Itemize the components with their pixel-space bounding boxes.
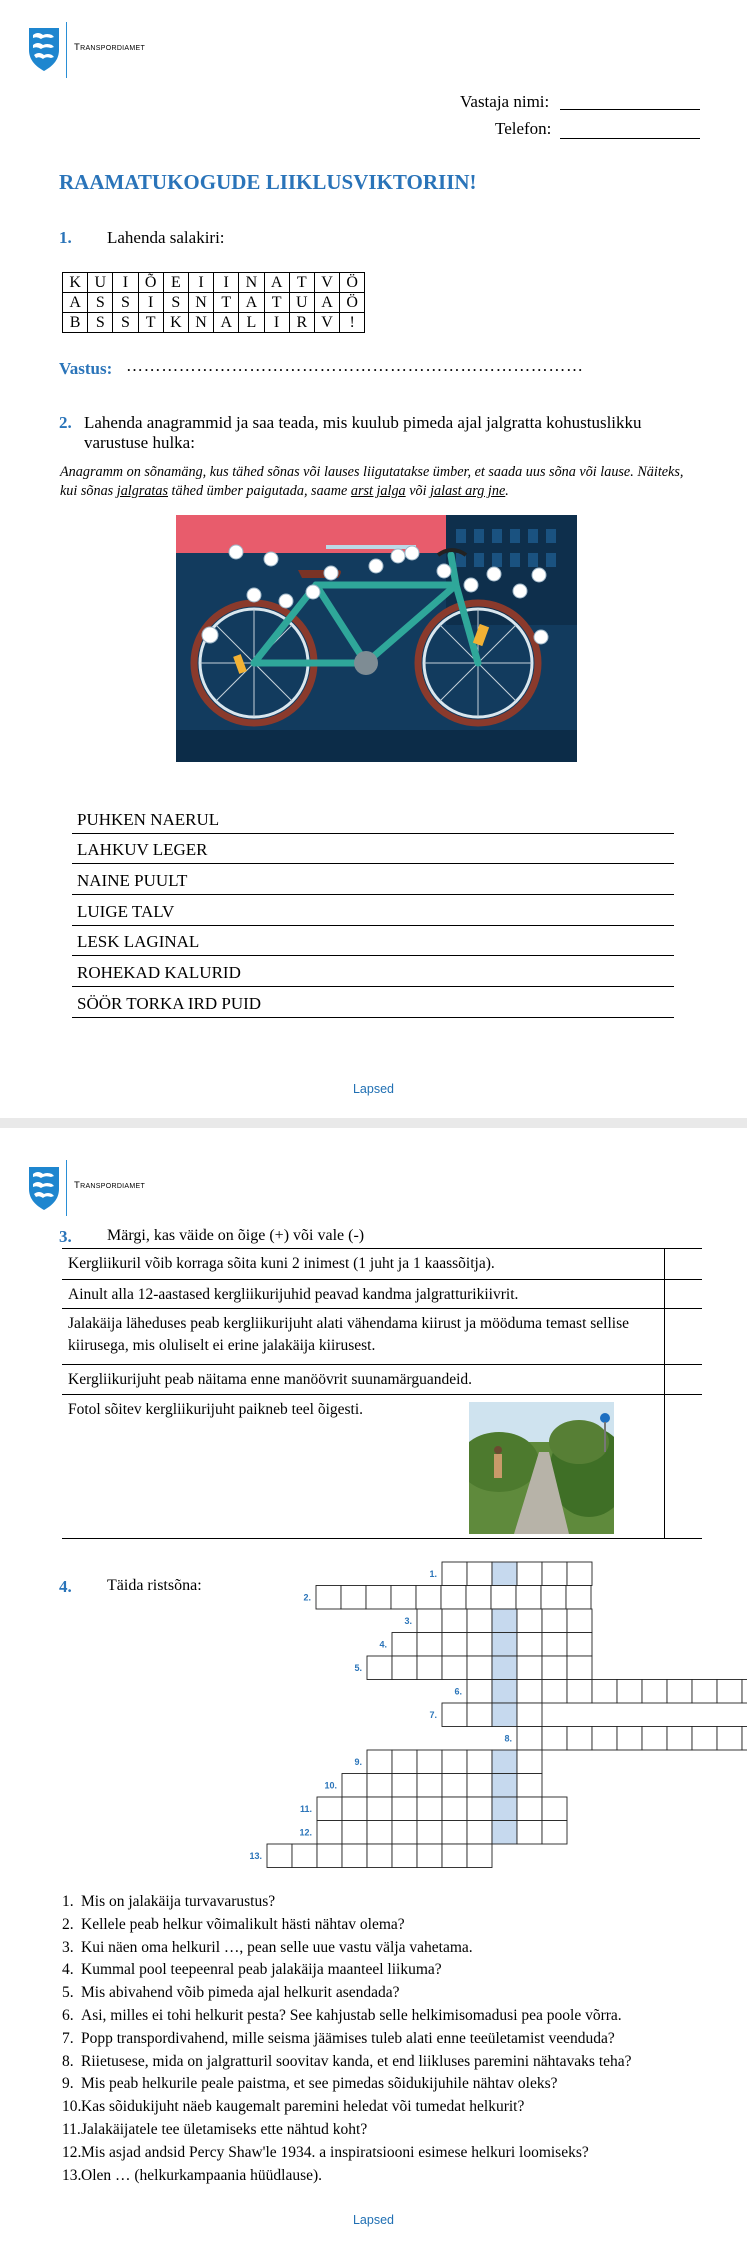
- page-title: RAAMATUKOGUDE LIIKLUSVIKTORIIN!: [59, 170, 477, 194]
- name-label: Vastaja nimi:: [460, 92, 550, 111]
- cipher-cell: E: [163, 273, 188, 293]
- crossword-row-number: 9.: [354, 1756, 362, 1767]
- cipher-row: [63, 273, 365, 293]
- crossword-clue: [62, 1893, 275, 1911]
- coat-of-arms-logo: [26, 26, 62, 72]
- clue-number: 3.: [62, 1938, 74, 1956]
- clue-number: 8.: [62, 2052, 74, 2070]
- cipher-cell: Ö: [340, 293, 365, 313]
- explain-text: tähed ümber paigutada, saame: [168, 483, 351, 499]
- crossword-row-number: 6.: [454, 1686, 462, 1697]
- cipher-row: [63, 293, 365, 313]
- cipher-cell: A: [264, 273, 289, 293]
- cipher-cell: Ö: [340, 273, 365, 293]
- crossword-clue: [62, 2121, 367, 2139]
- q2-number: 2.: [59, 413, 72, 432]
- tf-row: [62, 1248, 702, 1279]
- q4-text: Täida ristsõna:: [107, 1577, 202, 1594]
- clue-text: Popp transpordivahend, mille seisma jäämises tuleb alati enne teeületamist veenduda?: [81, 2029, 615, 2047]
- tf-answer-cell[interactable]: [664, 1365, 703, 1394]
- tf-statement: Fotol sõitev kergliikurijuht paikneb teel õigesti.: [68, 1401, 364, 1418]
- tf-row: [62, 1394, 702, 1539]
- org-name: Transpordiamet: [74, 42, 146, 53]
- clue-number: 5.: [62, 1984, 74, 2002]
- page-footer: Lapsed: [352, 2213, 394, 2227]
- clue-text: Jalakäijatele tee ületamiseks ette nähtud koht?: [81, 2121, 368, 2138]
- crossword-clue: [62, 2098, 524, 2116]
- q3-number: 3.: [59, 1227, 72, 1246]
- clue-text: Kui näen oma helkuril …, pean selle uue vastu välja vahetama.: [81, 1938, 473, 1956]
- explain-text: .: [505, 483, 509, 499]
- answer-dotted-line[interactable]: ……………………………………………………………………: [126, 356, 584, 375]
- clue-number: 9.: [62, 2075, 74, 2093]
- cipher-cell: V: [314, 273, 339, 293]
- crossword-clue: [62, 2144, 589, 2162]
- crossword-clue: [62, 2030, 615, 2048]
- org-name: Transpordiamet: [74, 1180, 146, 1191]
- tf-statement: Ainult alla 12-aastased kergliikurijuhid peavad kandma jalgratturikiivrit.: [68, 1286, 519, 1303]
- crossword-row-number: 7.: [429, 1709, 437, 1720]
- clue-text: Mis abivahend võib pimeda ajal helkurit asendada?: [81, 1984, 400, 2002]
- tf-answer-cell[interactable]: [664, 1309, 703, 1364]
- cipher-cell: T: [289, 273, 314, 293]
- tf-row: [62, 1308, 702, 1364]
- cipher-cell: I: [113, 273, 138, 293]
- crossword-row-number: 11.: [299, 1803, 312, 1814]
- tf-row: [62, 1279, 702, 1308]
- cipher-cell: B: [63, 313, 88, 333]
- clue-text: Asi, milles ei tohi helkurit pesta? See kahjustab selle helkimisomadusi pea poole võrra.: [81, 2007, 622, 2024]
- crossword-clue: [62, 1916, 405, 1934]
- example-word: jalgratas: [116, 483, 168, 499]
- cipher-cell: N: [239, 273, 264, 293]
- coat-of-arms-logo: [26, 1165, 62, 1211]
- crossword-clue: [62, 2007, 622, 2025]
- anagram-row[interactable]: ROHEKAD KALURID: [72, 957, 674, 987]
- clue-text: Mis peab helkurile peale paistma, et see pimedas sõidukijuhile nähtav oleks?: [81, 2075, 558, 2093]
- clue-number: 10.: [62, 2098, 82, 2116]
- cipher-cell: T: [214, 293, 239, 313]
- anagram-row[interactable]: PUHKEN NAERUL: [72, 804, 674, 834]
- cipher-cell: S: [163, 293, 188, 313]
- clue-text: Kellele peab helkur võimalikult hästi nähtav olema?: [81, 1915, 405, 1933]
- answer-label: Vastus:: [59, 359, 113, 378]
- cipher-cell: K: [63, 273, 88, 293]
- clue-number: 4.: [62, 1961, 74, 1979]
- logo-divider: [66, 1160, 67, 1216]
- example-word: arst jalga: [350, 483, 406, 499]
- tf-statement: Kergliikuril võib korraga sõita kuni 2 inimest (1 juht ja 1 kaassõitja).: [68, 1255, 495, 1272]
- q1-text: Lahenda salakiri:: [107, 228, 225, 247]
- cipher-cell: I: [138, 293, 163, 313]
- crossword-row-number: 12.: [299, 1827, 312, 1838]
- logo-divider: [66, 22, 67, 78]
- anagram-row[interactable]: LESK LAGINAL: [72, 926, 674, 956]
- crossword-row-number: 4.: [379, 1639, 387, 1650]
- cipher-cell: U: [88, 273, 113, 293]
- clue-text: Olen … (helkurkampaania hüüdlause).: [81, 2166, 323, 2184]
- clue-number: 12.: [62, 2143, 82, 2161]
- clue-number: 6.: [62, 2007, 74, 2024]
- tf-answer-cell[interactable]: [664, 1395, 703, 1538]
- cipher-cell: T: [264, 293, 289, 313]
- cipher-row: [63, 313, 365, 333]
- crossword-clue: [62, 1939, 473, 1957]
- q3-text: Märgi, kas väide on õige (+) või vale (-): [107, 1227, 365, 1244]
- q2-text-line2: varustuse hulka:: [84, 433, 195, 452]
- cipher-cell: V: [314, 313, 339, 333]
- cipher-cell: R: [289, 313, 314, 333]
- cipher-cell: A: [63, 293, 88, 313]
- crossword-row-number: 3.: [404, 1615, 412, 1626]
- cipher-cell: I: [188, 273, 213, 293]
- crossword-row-number: 1.: [429, 1568, 437, 1579]
- tf-answer-cell[interactable]: [664, 1249, 703, 1279]
- anagram-row[interactable]: LUIGE TALV: [72, 896, 674, 926]
- scooter-rider-photo: [469, 1402, 614, 1534]
- anagram-row[interactable]: SÖÖR TORKA IRD PUID: [72, 988, 674, 1018]
- cipher-cell: K: [163, 313, 188, 333]
- anagram-row[interactable]: LAHKUV LEGER: [72, 834, 674, 864]
- cipher-cell: S: [88, 313, 113, 333]
- crossword-clue: [62, 1984, 400, 2002]
- clue-number: 11.: [62, 2121, 81, 2138]
- name-input-line[interactable]: [560, 109, 700, 110]
- crossword-clue: [62, 2167, 322, 2185]
- anagram-explanation: [60, 463, 690, 501]
- tf-answer-cell[interactable]: [664, 1280, 703, 1308]
- crossword-clue: [62, 2075, 558, 2093]
- cipher-cell: N: [188, 313, 213, 333]
- crossword-clue: [62, 1961, 442, 1979]
- cipher-cell: T: [138, 313, 163, 333]
- cipher-cell: S: [88, 293, 113, 313]
- bicycle-illustration: [176, 515, 577, 762]
- clue-number: 2.: [62, 1915, 74, 1933]
- cipher-cell: S: [113, 293, 138, 313]
- clue-text: Kas sõidukijuht näeb kaugemalt paremini heledat või tumedat helkurit?: [81, 2098, 525, 2116]
- clue-text: Kummal pool teepeenral peab jalakäija maanteel liikuma?: [81, 1961, 442, 1979]
- q2-text-line1: Lahenda anagrammid ja saa teada, mis kuulub pimeda ajal jalgratta kohustuslikku: [84, 413, 642, 432]
- crossword-clue: [62, 2053, 632, 2071]
- tf-statement: Kergliikurijuht peab näitama enne manöövrit suunamärguandeid.: [68, 1371, 473, 1388]
- crossword-row-number: 8.: [504, 1733, 512, 1744]
- example-word: jalast arg jne: [430, 483, 506, 499]
- explain-text: Anagramm on sõnamäng, kus tähed sõnas või lauses liigutatakse ümber, et saada uus sõna või lause. Näiteks, kui sõnas: [60, 464, 684, 499]
- clue-text: Mis asjad andsid Percy Shaw'le 1934. a inspiratsiooni esimese helkuri loomiseks?: [81, 2143, 589, 2161]
- tf-row: [62, 1364, 702, 1394]
- cipher-cell: N: [188, 293, 213, 313]
- phone-input-line[interactable]: [560, 138, 700, 139]
- cipher-cell: Õ: [138, 273, 163, 293]
- tf-statement: Jalakäija läheduses peab kergliikurijuht alati vähendama kiirust ja mööduma temast sellise kiirusega, mis oluliselt ei erine jalakäija kiirusest.: [68, 1315, 629, 1354]
- crossword-row-number: 10.: [324, 1780, 337, 1791]
- crossword-row-number: 2.: [303, 1592, 311, 1603]
- anagram-row[interactable]: NAINE PUULT: [72, 865, 674, 895]
- crossword-row-number: 5.: [354, 1662, 362, 1673]
- cipher-cell: A: [314, 293, 339, 313]
- q1-number: 1.: [59, 228, 72, 247]
- q4-number: 4.: [59, 1577, 72, 1596]
- phone-label: Telefon:: [495, 119, 552, 138]
- cipher-cell: A: [214, 313, 239, 333]
- page-footer: Lapsed: [352, 1082, 394, 1096]
- clue-text: Riietusese, mida on jalgratturil soovitav kanda, et end liikluses paremini nähtavaks teha?: [81, 2052, 632, 2070]
- clue-text: Mis on jalakäija turvavarustus?: [81, 1893, 276, 1910]
- cipher-cell: S: [113, 313, 138, 333]
- cipher-cell: L: [239, 313, 264, 333]
- explain-text: või: [405, 483, 431, 499]
- cipher-grid: [62, 272, 365, 333]
- clue-number: 13.: [62, 2166, 82, 2184]
- clue-number: 1.: [62, 1893, 74, 1910]
- cipher-cell: U: [289, 293, 314, 313]
- cipher-cell: I: [214, 273, 239, 293]
- cipher-cell: I: [264, 313, 289, 333]
- cipher-cell: !: [340, 313, 365, 333]
- crossword-row-number: 13.: [249, 1850, 262, 1861]
- clue-number: 7.: [62, 2029, 74, 2047]
- cipher-cell: A: [239, 293, 264, 313]
- page-1: [0, 0, 747, 1118]
